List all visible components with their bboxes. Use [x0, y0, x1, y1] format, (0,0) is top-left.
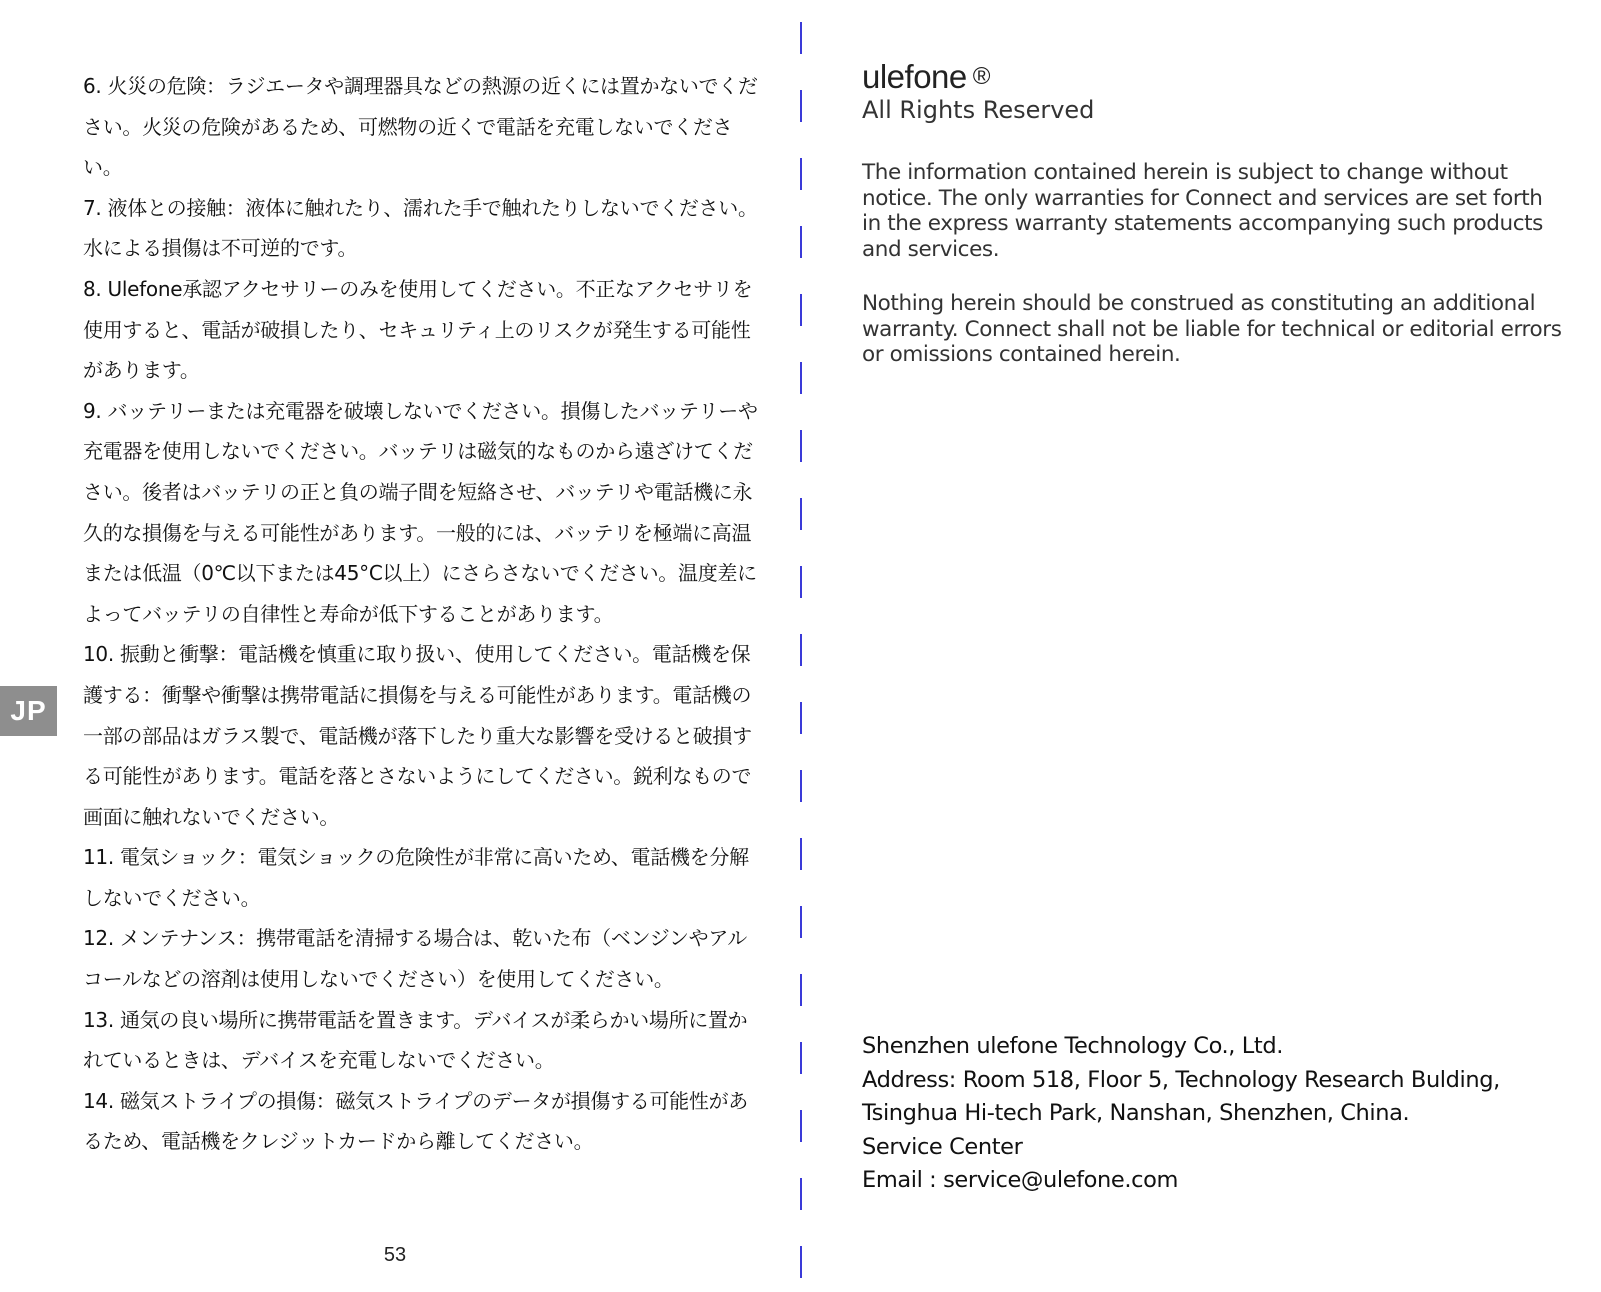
instruction-item-8: 8. Ulefone承認アクセサリーのみを使用してください。不正なアクセサリを使用すると、電話が破損したり、セキュリティ上のリスクが発生する可能性があります。: [83, 276, 753, 383]
left-page: [0, 0, 800, 1292]
rights-reserved: All Rights Reserved: [862, 96, 1095, 124]
disclaimer-paragraph-2: Nothing herein should be construed as constituting an additional warranty. Connect shall not be liable for technical or editorial errors or omissions contained herein.: [862, 291, 1562, 367]
safety-instructions-list: [83, 66, 759, 1162]
email-address: Email : service@ulefone.com: [862, 1167, 1178, 1193]
registered-mark: ®: [972, 63, 990, 90]
contact-block: [862, 1030, 1582, 1198]
instruction-item-10: 10. 振動と衝撃：電話機を慎重に取り扱い、使用してください。電話機を保護する：衝撃や衝撃は携帯電話に損傷を与える可能性があります。電話機の一部の部品はガラス製で、電話機が落下したり重大な影響を受けると破損する可能性があります。電話を落とさないようにしてください。鋭利なもので画面に触れないでください。: [83, 642, 752, 829]
brand-logo: [862, 58, 990, 96]
instruction-item-12: 12. メンテナンス：携帯電話を清掃する場合は、乾いた布（ベンジンやアルコールなどの溶剤は使用しないでください）を使用してください。: [83, 926, 747, 992]
language-tab-jp: JP: [0, 686, 57, 736]
page-number: 53: [383, 1244, 407, 1266]
address-line-2: Tsinghua Hi-tech Park, Nanshan, Shenzhen, China.: [862, 1100, 1410, 1126]
instruction-item-13: 13. 通気の良い場所に携帯電話を置きます。デバイスが柔らかい場所に置かれているときは、デバイスを充電しないでください。: [83, 1007, 748, 1073]
instruction-item-9: 9. バッテリーまたは充電器を破壊しないでください。損傷したバッテリーや充電器を使用しないでください。バッテリは磁気的なものから遠ざけてください。後者はバッテリの正と負の端子間を短絡させ、バッテリや電話機に永久的な損傷を与える可能性があります。一般的には、バッテリを極端に高温または低温（0℃以下または45°C以上）にさらさないでください。温度差によってバッテリの自律性と寿命が低下することがあります。: [83, 398, 758, 626]
instruction-item-6: 6. 火災の危険：ラジエータや調理器具などの熱源の近くには置かないでください。火災の危険があるため、可燃物の近くで電話を充電しないでください。: [83, 74, 758, 180]
instruction-item-14: 14. 磁気ストライプの損傷：磁気ストライプのデータが損傷する可能性があるため、電話機をクレジットカードから離してください。: [83, 1088, 748, 1154]
instruction-item-11: 11. 電気ショック：電気ショックの危険性が非常に高いため、電話機を分解しないでください。: [83, 845, 749, 910]
company-name: Shenzhen ulefone Technology Co., Ltd.: [862, 1033, 1283, 1059]
brand-name: ulefone: [862, 58, 967, 95]
service-center: Service Center: [862, 1133, 1023, 1160]
disclaimer-paragraph-1: The information contained herein is subject to change without notice. The only warranties for Connect and services are set forth in the express warranty statements accompanying such products and services.: [862, 160, 1543, 262]
instruction-item-7: 7. 液体との接触：液体に触れたり、濡れた手で触れたりしないでください。水による損傷は不可逆的です。: [83, 195, 758, 261]
right-page: [802, 0, 1601, 1292]
address-line-1: Address: Room 518, Floor 5, Technology Research Bulding,: [862, 1066, 1500, 1093]
